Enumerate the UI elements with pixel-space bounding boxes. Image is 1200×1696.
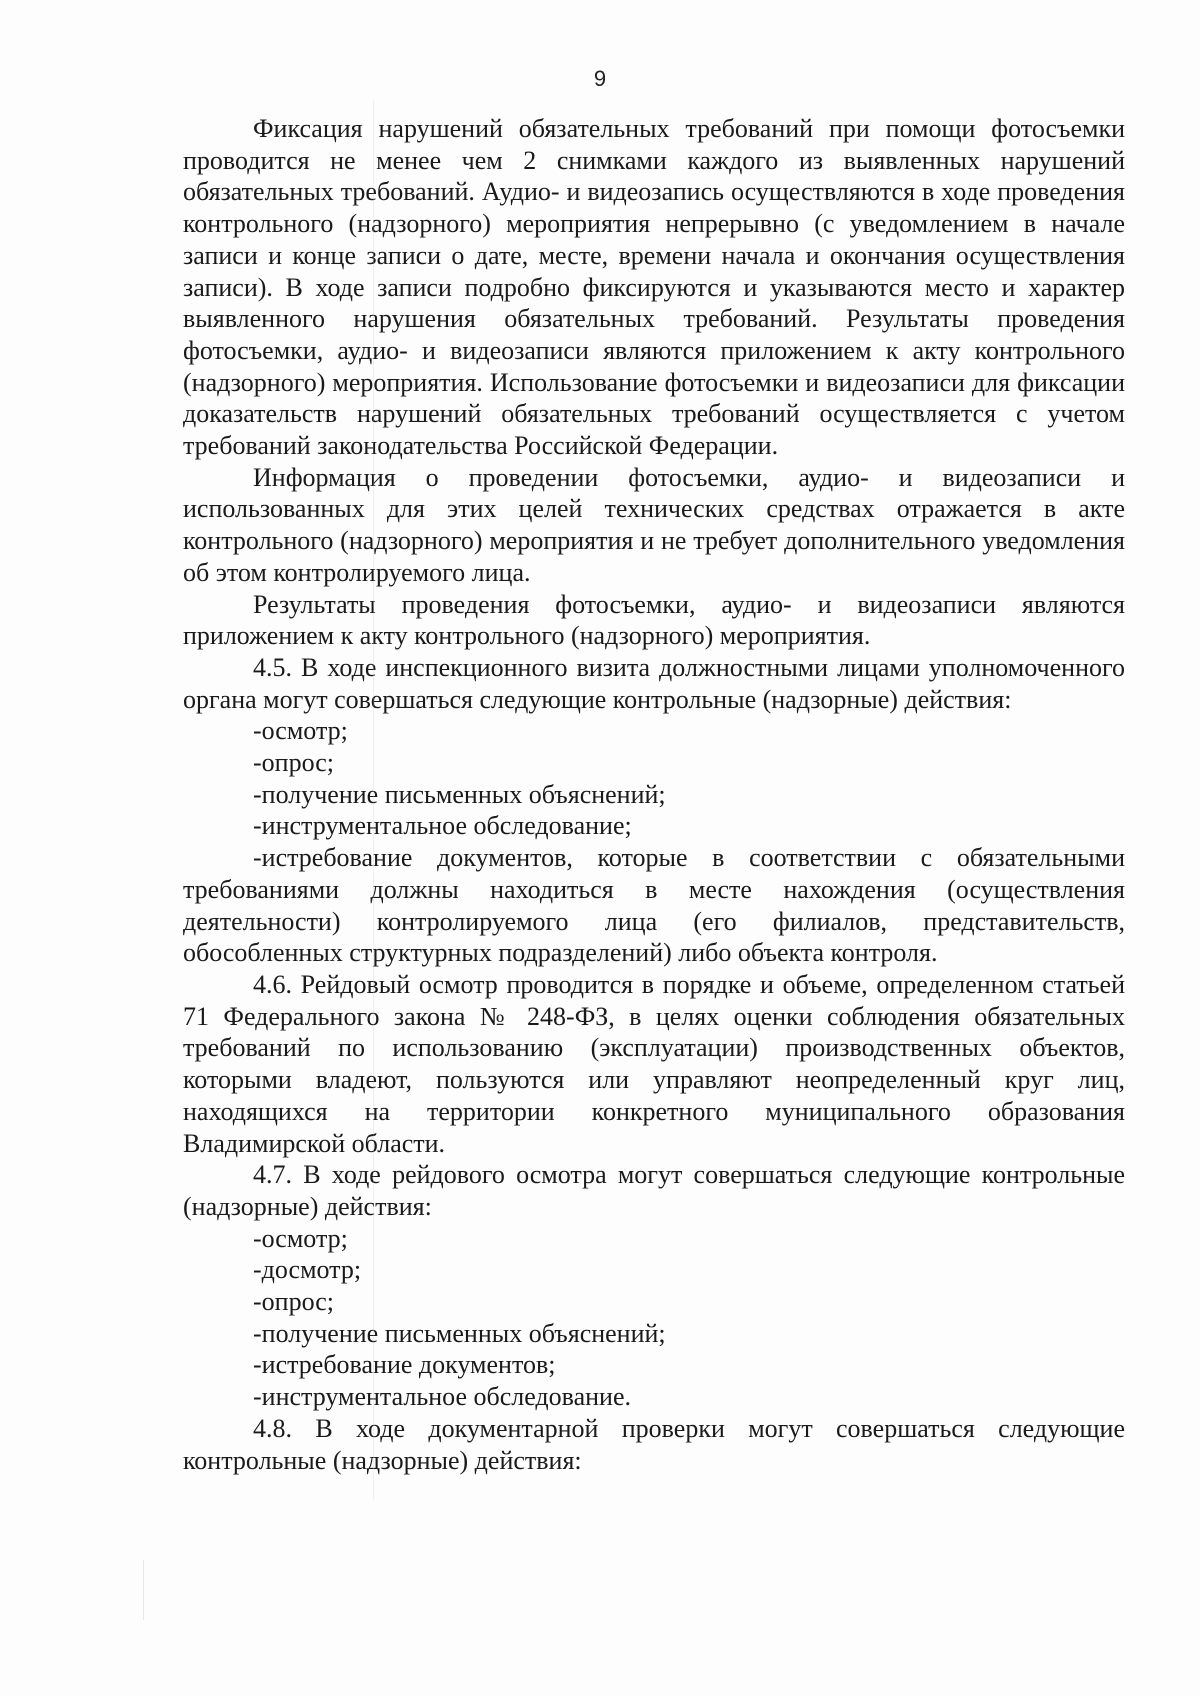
list-item: -получение письменных объяснений;	[253, 779, 666, 809]
paragraph-4-6: 4.6. Рейдовый осмотр проводится в порядке и объеме, определенном статьей 71 Федерального закона № 248-ФЗ, в целях оценки соблюдения обязательных требований по использованию (эксплуатации) производственных объектов, которыми владеют, пользуются или управляют неопределенный круг лиц, находящихся на территории конкретного муниципального образования Владимирской области.	[183, 969, 1125, 1158]
list-item: -истребование документов, которые в соответствии с обязательными требованиями должны находиться в месте нахождения (осуществления деятельности) контролируемого лица (его филиалов, представительств, обособленных структурных подразделений) либо объекта контроля.	[183, 843, 1125, 968]
paragraph-recording-info: Информация о проведении фотосъемки, аудио- и видеозаписи и использованных для этих целей технических средствах отражается в акте контрольного (надзорного) мероприятия и не требует дополнительного уведомления об этом контролируемого лица.	[183, 462, 1125, 587]
list-item: -досмотр;	[253, 1255, 362, 1285]
list-item: -истребование документов;	[253, 1350, 556, 1380]
paragraph-4-8: 4.8. В ходе документарной проверки могут совершаться следующие контрольные (надзорные) действия:	[183, 1413, 1125, 1475]
list-item: -осмотр;	[253, 716, 348, 746]
scan-artifact-line	[143, 1560, 144, 1620]
list-item: -инструментальное обследование;	[253, 811, 632, 841]
paragraph-photo-fixation: Фиксация нарушений обязательных требований при помощи фотосъемки проводится не менее чем 2 снимками каждого из выявленных нарушений обязательных требований. Аудио- и видеозапись осуществляются в ходе проведения контрольного (надзорного) мероприятия непрерывно (с уведомлением в начале записи и конце записи о дате, месте, времени начала и окончания осуществления записи). В ходе записи подробно фиксируются и указываются место и характер выявленного нарушения обязательных требований. Результаты проведения фотосъемки, аудио- и видеозаписи являются приложением к акту контрольного (надзорного) мероприятия. Использование фотосъемки и видеозаписи для фиксации доказательств нарушений обязательных требований осуществляется с учетом требований законодательства Российской Федерации.	[183, 114, 1125, 461]
paragraph-4-7: 4.7. В ходе рейдового осмотра могут совершаться следующие контрольные (надзорные) действия:	[183, 1160, 1125, 1221]
list-item: -инструментальное обследование.	[253, 1382, 631, 1412]
scan-artifact-line	[373, 100, 374, 1500]
document-body	[183, 113, 1125, 1476]
page-number: 9	[593, 66, 607, 91]
paragraph-recording-results: Результаты проведения фотосъемки, аудио- и видеозаписи являются приложением к акту контрольного (надзорного) мероприятия.	[183, 589, 1125, 651]
list-item: -осмотр;	[253, 1223, 348, 1253]
paragraph-4-5: 4.5. В ходе инспекционного визита должностными лицами уполномоченного органа могут совершаться следующие контрольные (надзорные) действия:	[183, 652, 1125, 714]
list-item: -опрос;	[253, 1287, 334, 1317]
list-item: -получение письменных объяснений;	[253, 1318, 666, 1348]
list-item: -опрос;	[253, 748, 334, 778]
